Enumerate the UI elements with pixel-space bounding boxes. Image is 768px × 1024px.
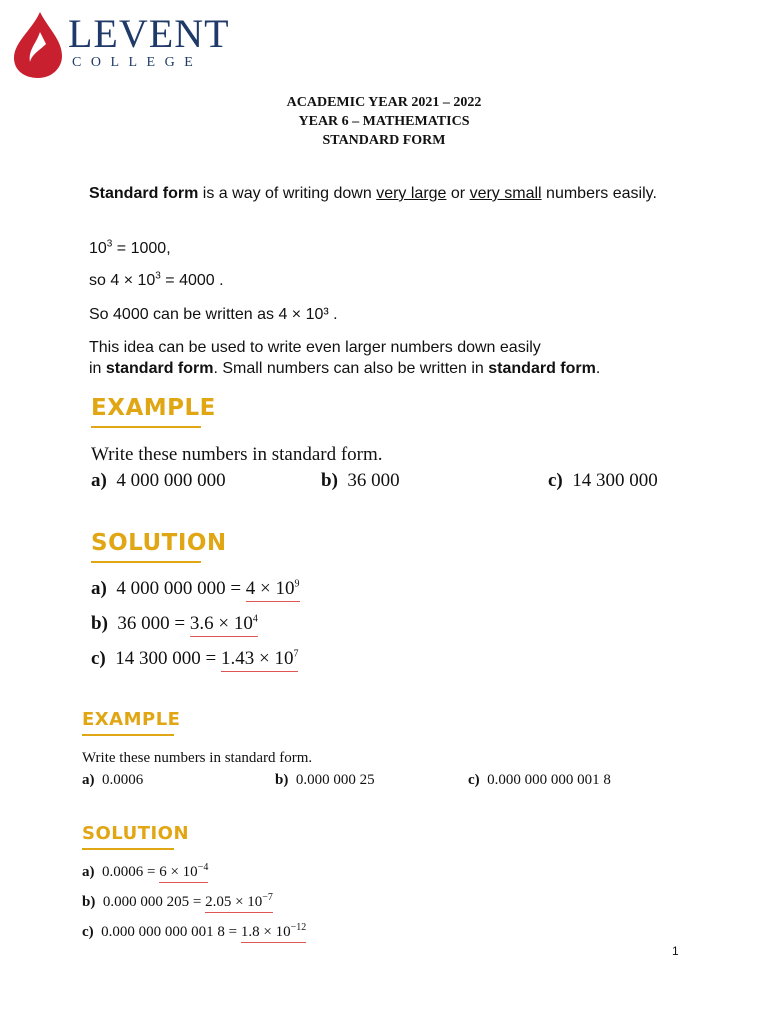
example1-heading: EXAMPLE	[91, 395, 216, 421]
example2-heading: EXAMPLE	[82, 709, 181, 730]
intro-definition: Standard form is a way of writing down very large or very small numbers easily.	[89, 185, 657, 202]
solution1-item-c: c) 14 300 $000 = 1.43 \times 10^7$	[91, 648, 298, 670]
logo-name: LEVENT	[68, 11, 230, 56]
term-standard-form: Standard form	[89, 185, 199, 202]
example1-heading-underline	[91, 426, 201, 428]
solution2-answer-b: $2.05 \times 10^{-7}$	[205, 894, 273, 913]
intro-idea: This idea can be used to write even larger numbers down easily in standard form. Small numbers can also be written in standard form.	[89, 339, 601, 377]
example1-item-b: b) 36 000	[321, 470, 400, 491]
intro-power-example: $10^3 = 1000$,	[89, 238, 171, 257]
solution2-heading: SOLUTION	[82, 823, 190, 844]
example2-heading-underline	[82, 734, 174, 736]
example1-prompt: Write these numbers in standard form.	[91, 444, 383, 465]
intro-written-as: So 4000 can be written as 4 × 10³ .	[89, 306, 338, 323]
solution2-heading-underline	[82, 848, 174, 850]
page-number: 1	[672, 944, 679, 958]
solution1-answer-a: $4 \times 10^9$	[246, 578, 300, 602]
solution1-heading: SOLUTION	[91, 530, 227, 556]
solution1-heading-underline	[91, 561, 201, 563]
header-topic: STANDARD FORM	[322, 133, 446, 148]
example1-item-a: a) 4 000 000 000	[91, 470, 226, 491]
solution2-item-b: b) 0.000 000 $205 = 2.05 \times 10^{-7}$	[82, 894, 273, 911]
solution1-item-b: b) 36 $000 = 3.6 \times 10^4$	[91, 613, 258, 635]
example2-item-c: c) 0.000 000 000 001 8	[468, 772, 611, 788]
solution2-answer-a: $6 \times 10^{-4}$	[159, 864, 208, 883]
example1-item-c: c) 14 300 000	[548, 470, 658, 491]
solution1-item-a: a) 4 000 000 $000 = 4 \times 10^9$	[91, 578, 300, 600]
solution1-answer-c: $1.43 \times 10^7$	[221, 648, 298, 672]
header-subject: YEAR 6 – MATHEMATICS	[298, 114, 470, 129]
solution2-answer-c: $1.8 \times 10^{-12}$	[241, 924, 306, 943]
header-academic-year: ACADEMIC YEAR 2021 – 2022	[286, 95, 482, 110]
logo-subtitle: COLLEGE	[72, 55, 203, 70]
example2-prompt: Write these numbers in standard form.	[82, 750, 313, 766]
intro-multiply-example: so $4 \times 10^3 = 4000$ .	[89, 270, 224, 289]
example2-item-a: a) 0.0006	[82, 772, 144, 788]
example2-item-b: b) 0.000 000 25	[275, 772, 375, 788]
solution2-item-c: c) 0.000 000 000 001 $8 = 1.8 \times 10^{-12}$	[82, 924, 306, 941]
solution1-answer-b: $3.6 \times 10^4$	[190, 613, 258, 637]
solution2-item-a: a) $0.0006 = 6 \times 10^{-4}$	[82, 864, 208, 881]
logo-drop-icon	[10, 10, 66, 80]
